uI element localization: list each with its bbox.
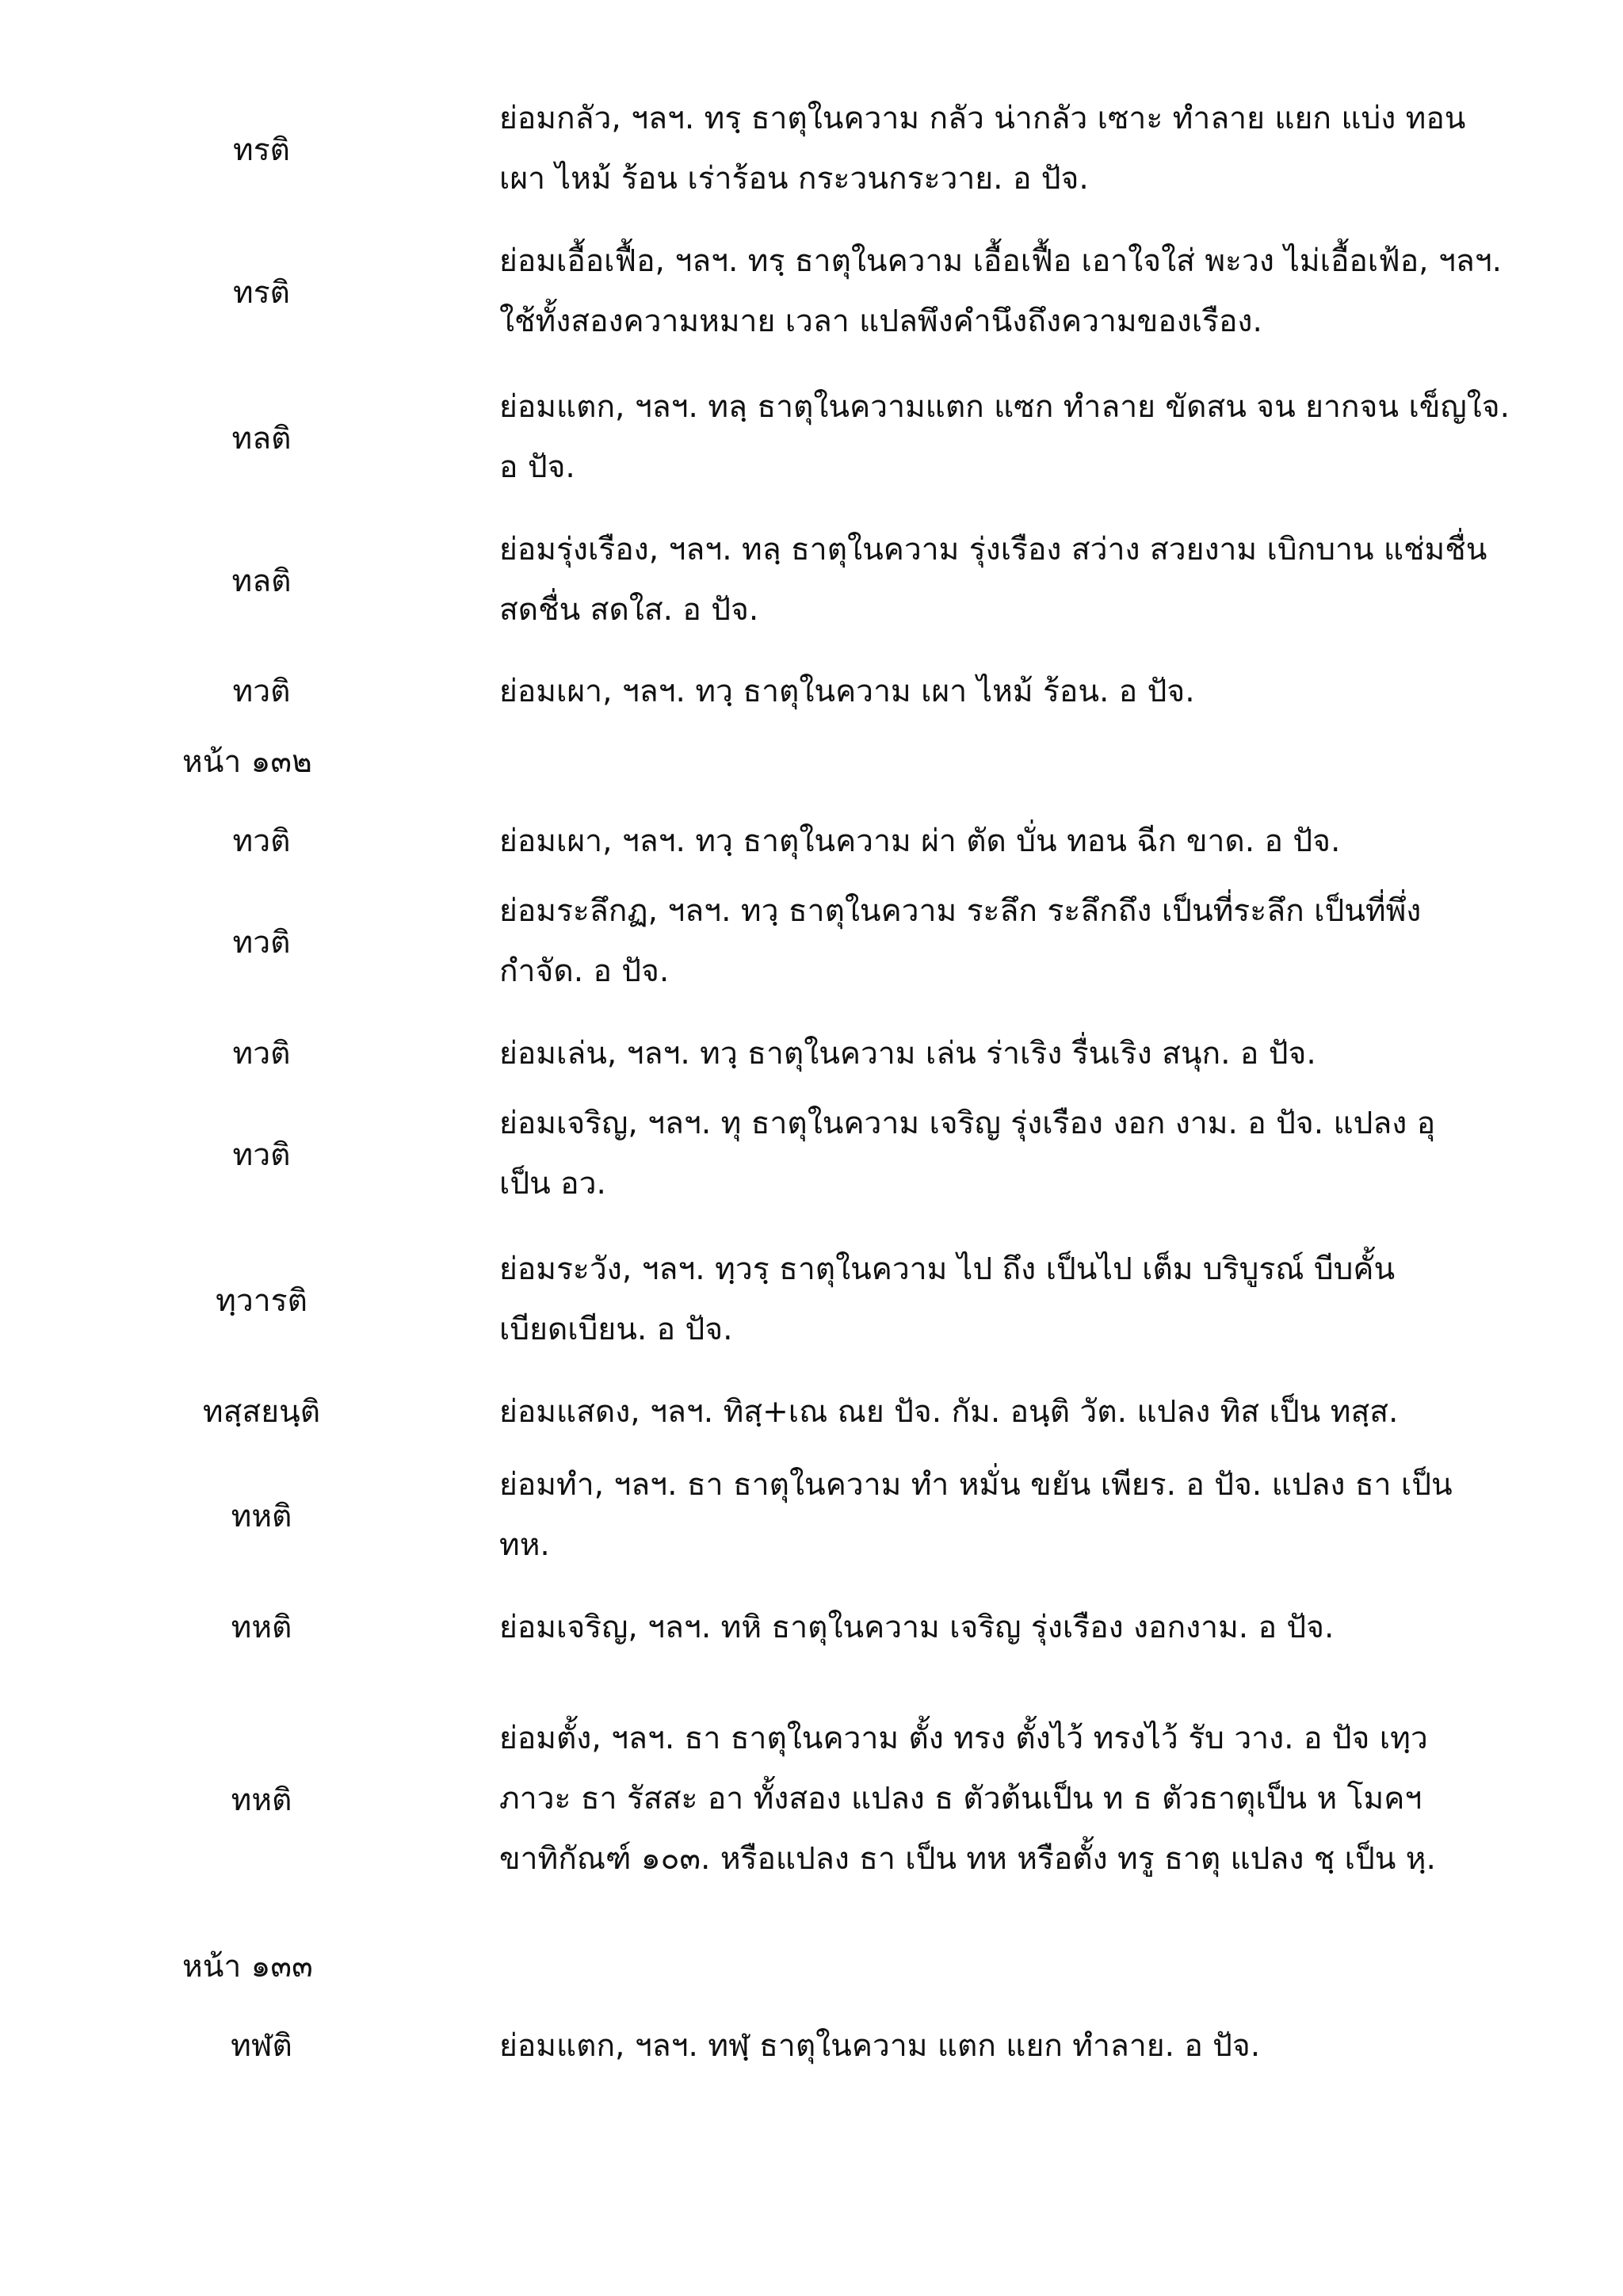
entry-definition bbox=[499, 881, 1561, 1002]
definition-line: ทห. bbox=[499, 1527, 550, 1563]
entry-definition bbox=[499, 662, 1561, 722]
page-number-heading: หน้า ๑๓๓ bbox=[182, 1949, 313, 1985]
definition-line: ย่อมเอื้อเฟื้อ, ฯลฯ. ทรฺ ธาตุในความ เอื้อเฟื้อ เอาใจใส่ พะวง ไม่เอื้อเฟ้อ, ฯลฯ. bbox=[499, 243, 1503, 279]
entry-term: ทหติ bbox=[231, 1499, 292, 1534]
entry-definition bbox=[499, 1709, 1561, 1889]
definition-line: ย่อมระลึกฏ, ฯลฯ. ทวฺ ธาตุในความ ระลึก ระลึกถึง เป็นที่ระลึก เป็นที่พึ่ง bbox=[499, 893, 1422, 929]
entry-definition bbox=[499, 1024, 1561, 1084]
entry-definition bbox=[499, 1598, 1561, 1658]
entry-term: ทสฺสยนฺติ bbox=[202, 1394, 321, 1430]
definition-line: ย่อมแตก, ฯลฯ. ทฬฺ ธาตุในความ แตก แยก ทำลาย. อ ปัจ. bbox=[499, 2028, 1261, 2064]
entry-term: ทหติ bbox=[231, 1610, 292, 1645]
page-number-heading: หน้า ๑๓๒ bbox=[182, 744, 312, 780]
definition-line: ย่อมแสดง, ฯลฯ. ทิสฺ+เณ ณย ปัจ. กัม. อนฺติ วัต. แปลง ทิส เป็น ทสฺส. bbox=[499, 1394, 1399, 1430]
entry-definition bbox=[499, 89, 1561, 209]
entry-definition bbox=[499, 1455, 1561, 1576]
entry-term: ทฬติ bbox=[231, 2028, 292, 2064]
entry-term: ทลติ bbox=[231, 563, 292, 599]
definition-line: ย่อมระวัง, ฯลฯ. ทฺวรฺ ธาตุในความ ไป ถึง เป็นไป เต็ม บริบูรณ์ บีบคั้น bbox=[499, 1251, 1396, 1287]
definition-line: ย่อมเผา, ฯลฯ. ทวฺ ธาตุในความ ผ่า ตัด บั่น ทอน ฉีก ขาด. อ ปัจ. bbox=[499, 823, 1341, 859]
definition-line: เผา ไหม้ ร้อน เร่าร้อน กระวนกระวาย. อ ปัจ. bbox=[499, 161, 1089, 197]
definition-line: ย่อมแตก, ฯลฯ. ทลฺ ธาตุในความแตก แซก ทำลาย ขัดสน จน ยากจน เข็ญใจ. bbox=[499, 389, 1510, 425]
definition-line: เบียดเบียน. อ ปัจ. bbox=[499, 1312, 733, 1347]
definition-line: ใช้ทั้งสองความหมาย เวลา แปลพึงคำนึงถึงความของเรือง. bbox=[499, 304, 1262, 339]
entry-term: ทวติ bbox=[232, 823, 291, 859]
definition-line: ย่อมกลัว, ฯลฯ. ทรฺ ธาตุในความ กลัว น่ากลัว เซาะ ทำลาย แยก แบ่ง ทอน bbox=[499, 101, 1466, 136]
definition-line: ย่อมเจริญ, ฯลฯ. ทุ ธาตุในความ เจริญ รุ่งเรือง งอก งาม. อ ปัจ. แปลง อุ bbox=[499, 1106, 1436, 1141]
entry-definition bbox=[499, 377, 1561, 498]
definition-line: อ ปัจ. bbox=[499, 449, 575, 485]
entry-term: ทวติ bbox=[232, 925, 291, 961]
entry-term: ทวติ bbox=[232, 1036, 291, 1072]
definition-line: ย่อมเผา, ฯลฯ. ทวฺ ธาตุในความ เผา ไหม้ ร้อน. อ ปัจ. bbox=[499, 674, 1195, 709]
entry-term: ทรติ bbox=[233, 275, 290, 311]
definition-line: ย่อมตั้ง, ฯลฯ. ธา ธาตุในความ ตั้ง ทรง ตั้งไว้ ทรงไว้ รับ วาง. อ ปัจ เทฺว bbox=[499, 1721, 1428, 1756]
entry-definition bbox=[499, 812, 1561, 872]
definition-line: ขาทิกัณฑ์ ๑๐๓. หรือแปลง ธา เป็น ทห หรือตั้ง ทรู ธาตุ แปลง ชฺ เป็น หฺ. bbox=[499, 1841, 1436, 1877]
entry-term: ทลติ bbox=[231, 421, 292, 457]
definition-line: สดชื่น สดใส. อ ปัจ. bbox=[499, 592, 759, 628]
definition-line: ย่อมรุ่งเรือง, ฯลฯ. ทลฺ ธาตุในความ รุ่งเรือง สว่าง สวยงาม เบิกบาน แช่มชื่น bbox=[499, 532, 1487, 567]
entry-definition bbox=[499, 1094, 1561, 1214]
entry-term: ทฺวารติ bbox=[216, 1283, 307, 1319]
entry-definition bbox=[499, 231, 1561, 352]
entry-definition bbox=[499, 1240, 1561, 1360]
definition-line: ย่อมเจริญ, ฯลฯ. ทหิ ธาตุในความ เจริญ รุ่งเรือง งอกงาม. อ ปัจ. bbox=[499, 1610, 1335, 1645]
entry-definition bbox=[499, 520, 1561, 640]
entry-definition bbox=[499, 1382, 1561, 1442]
definition-line: ย่อมทำ, ฯลฯ. ธา ธาตุในความ ทำ หมั่น ขยัน เพียร. อ ปัจ. แปลง ธา เป็น bbox=[499, 1467, 1453, 1503]
definition-line: ภาวะ ธา รัสสะ อา ทั้งสอง แปลง ธ ตัวต้นเป็น ท ธ ตัวธาตุเป็น ห โมคฯ bbox=[499, 1781, 1423, 1817]
entry-term: ทหติ bbox=[231, 1782, 292, 1818]
entry-term: ทวติ bbox=[232, 1137, 291, 1173]
definition-line: เป็น อว. bbox=[499, 1166, 606, 1201]
definition-line: ย่อมเล่น, ฯลฯ. ทวฺ ธาตุในความ เล่น ร่าเริง รื่นเริง สนุก. อ ปัจ. bbox=[499, 1036, 1316, 1072]
entry-term: ทรติ bbox=[233, 132, 290, 168]
entry-definition bbox=[499, 2016, 1561, 2076]
entry-term: ทวติ bbox=[232, 674, 291, 709]
definition-line: กำจัด. อ ปัจ. bbox=[499, 953, 670, 989]
